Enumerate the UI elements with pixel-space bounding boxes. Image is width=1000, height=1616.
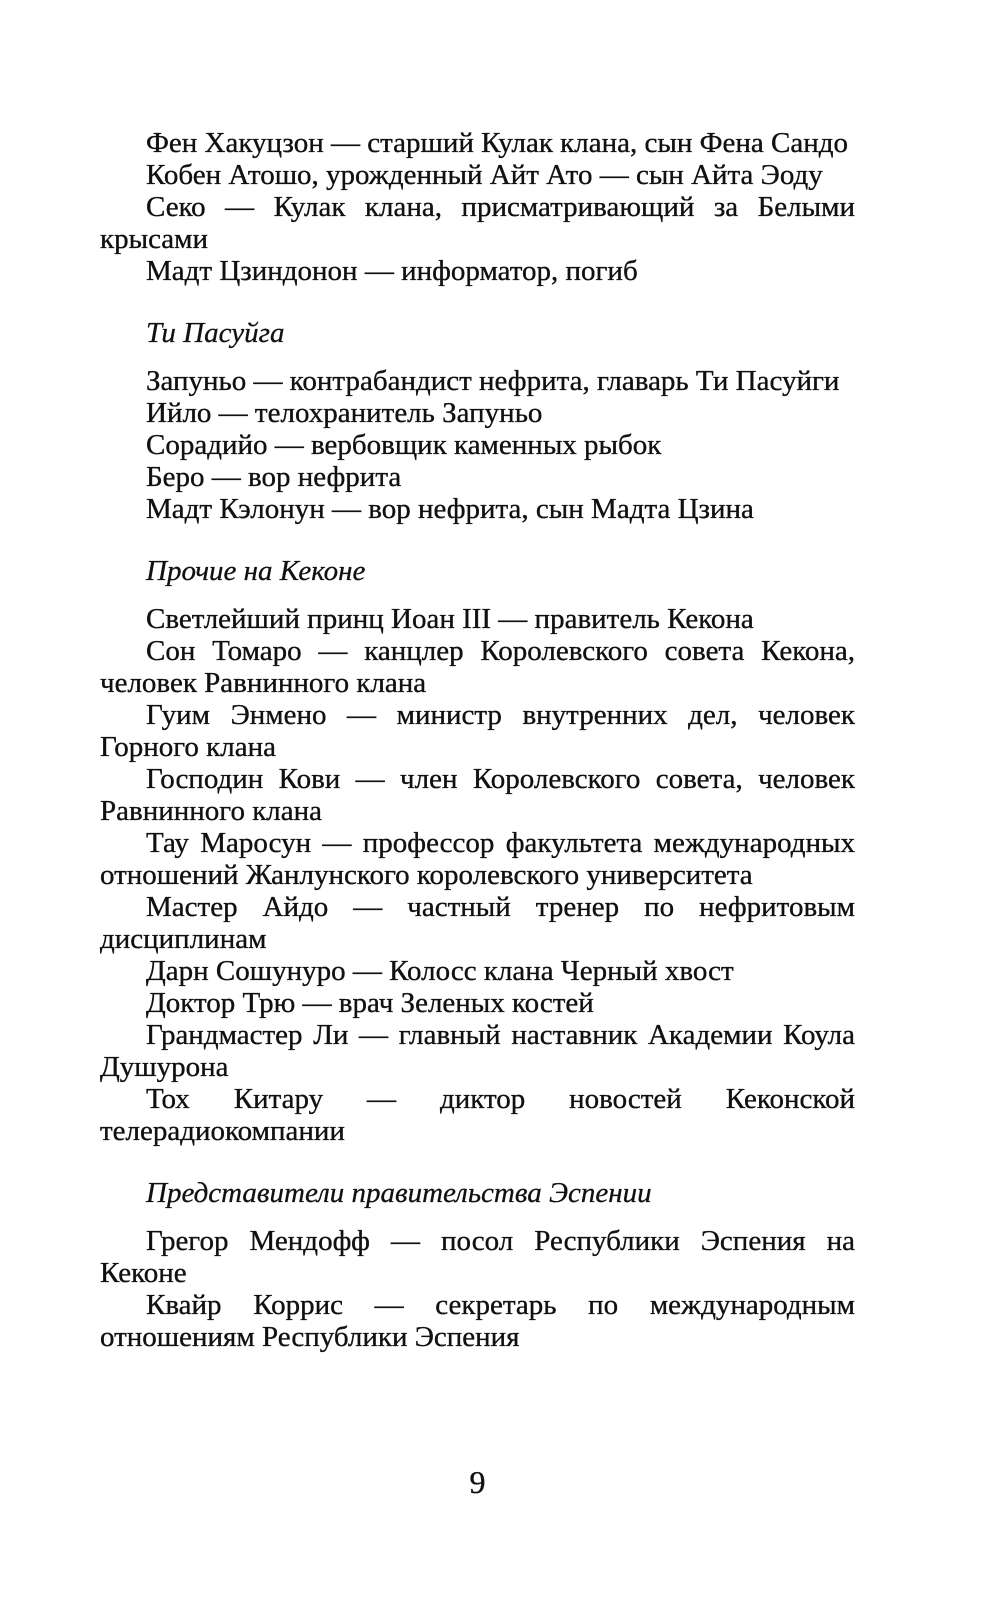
list-item: Гуим Энмено — министр внутренних дел, человек Горного клана	[100, 699, 855, 763]
list-item: Господин Кови — член Королевского совета, человек Равнинного клана	[100, 763, 855, 827]
list-item: Тох Китару — диктор новостей Кеконской телерадиокомпании	[100, 1083, 855, 1147]
section-heading: Прочие на Кеконе	[146, 555, 366, 587]
list-item: Мадт Кэлонун — вор нефрита, сын Мадта Цзина	[146, 493, 754, 525]
section-heading: Представители правительства Эспении	[146, 1177, 652, 1209]
list-item: Запуньо — контрабандист нефрита, главарь Ти Пасуйги	[146, 365, 840, 397]
list-item: Доктор Трю — врач Зеленых костей	[146, 987, 594, 1019]
section-espenia-government	[100, 1177, 855, 1353]
list-item: Сон Томаро — канцлер Королевского совета Кекона, человек Равнинного клана	[100, 635, 855, 699]
list-item: Секо — Кулак клана, присматривающий за Белыми крысами	[100, 191, 855, 255]
list-item: Беро — вор нефрита	[146, 461, 402, 493]
list-item: Грандмастер Ли — главный наставник Академии Коула Душурона	[100, 1019, 855, 1083]
list-item: Квайр Коррис — секретарь по международным отношениям Республики Эспения	[100, 1289, 855, 1353]
list-item: Мадт Цзиндонон — информатор, погиб	[146, 255, 638, 287]
list-item: Фен Хакуцзон — старший Кулак клана, сын Фена Сандо	[146, 127, 849, 159]
section-heading: Ти Пасуйга	[146, 317, 285, 349]
page-content	[100, 127, 855, 1353]
list-item: Мастер Айдо — частный тренер по нефритовым дисциплинам	[100, 891, 855, 955]
list-item: Светлейший принц Иоан III — правитель Кекона	[146, 603, 754, 635]
list-item: Ийло — телохранитель Запуньо	[146, 397, 543, 429]
section-kleny-continued	[100, 127, 855, 287]
list-item: Дарн Сошунуро — Колосс клана Черный хвост	[146, 955, 734, 987]
section-others-kekon	[100, 555, 855, 1147]
list-item: Кобен Атошо, урожденный Айт Ато — сын Айта Эоду	[146, 159, 823, 191]
page-number: 9	[469, 1464, 486, 1500]
list-item: Сорадийо — вербовщик каменных рыбок	[146, 429, 662, 461]
list-item: Тау Маросун — профессор факультета международных отношений Жанлунского королевского университета	[100, 827, 855, 891]
list-item: Грегор Мендофф — посол Республики Эспения на Кеконе	[100, 1225, 855, 1289]
section-ti-pasuyga	[100, 317, 855, 525]
